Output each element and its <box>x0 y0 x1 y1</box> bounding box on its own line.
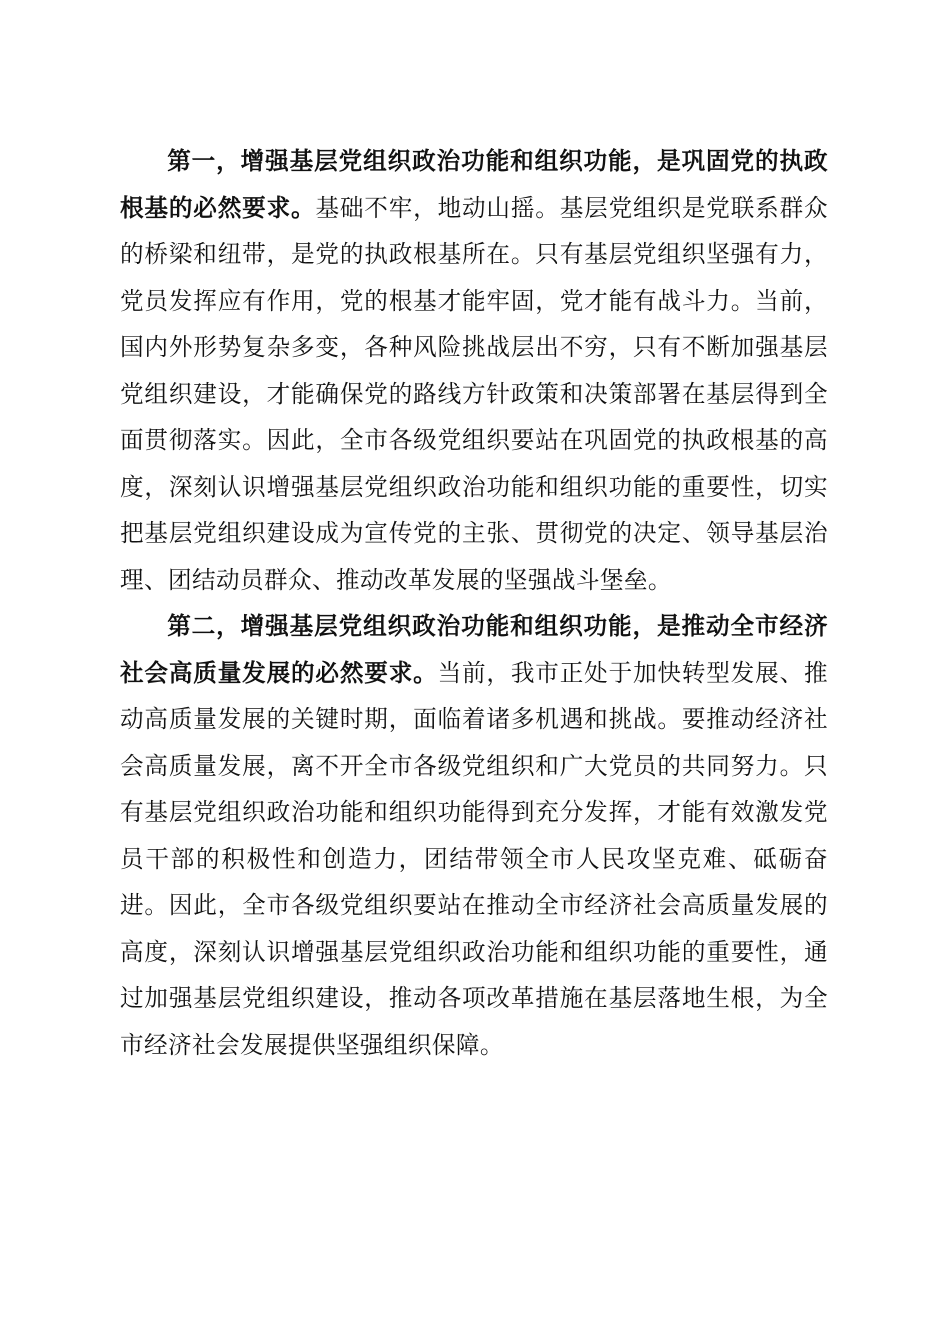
paragraph-second-body: 当前，我市正处于加快转型发展、推动高质量发展的关键时期，面临着诸多机遇和挑战。要推动经济社会高质量发展，离不开全市各级党组织和广大党员的共同努力。只有基层党组织政治功能和组织功能得到充分发挥，才能有效激发党员干部的积极性和创造力，团结带领全市人民攻坚克难、砥砺奋进。因此，全市各级党组织要站在推动全市经济社会高质量发展的高度，深刻认识增强基层党组织政治功能和组织功能的重要性，通过加强基层党组织建设，推动各项改革措施在基层落地生根，为全市经济社会发展提供坚强组织保障。 <box>120 658 828 1059</box>
paragraph-first-body: 基础不牢，地动山摇。基层党组织是党联系群众的桥梁和纽带，是党的执政根基所在。只有基层党组织坚强有力，党员发挥应有作用，党的根基才能牢固，党才能有战斗力。当前，国内外形势复杂多变，各种风险挑战层出不穷，只有不断加强基层党组织建设，才能确保党的路线方针政策和决策部署在基层得到全面贯彻落实。因此，全市各级党组织要站在巩固党的执政根基的高度，深刻认识增强基层党组织政治功能和组织功能的重要性，切实把基层党组织建设成为宣传党的主张、贯彻党的决定、领导基层治理、团结动员群众、推动改革发展的坚强战斗堡垒。 <box>120 193 828 594</box>
paragraph-second <box>120 603 828 1068</box>
paragraph-first-lead: 第一，增强基层党组织政治功能和组织功能，是巩固党的执政根基的必然要求。 <box>120 147 828 222</box>
paragraph-first <box>120 138 828 603</box>
paragraph-second-lead: 第二，增强基层党组织政治功能和组织功能，是推动全市经济社会高质量发展的必然要求。 <box>120 612 828 687</box>
document-page <box>120 138 828 1068</box>
